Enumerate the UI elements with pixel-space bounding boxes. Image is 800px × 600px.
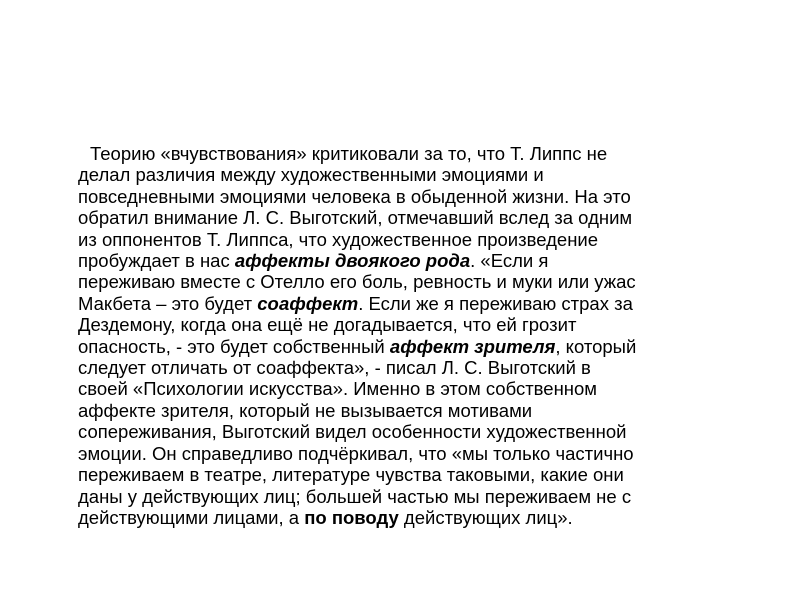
emphasis-term: аффекты двоякого рода [234, 250, 471, 272]
text-line: Теорию «вчувствования» критиковали за то, что Т. Липпс не [90, 143, 608, 164]
text-line [78, 507, 768, 528]
text-run: , который [555, 335, 637, 357]
text-run: пробуждает в нас [78, 250, 235, 272]
text-line: эмоции. Он справедливо подчёркивал, что «мы только частично [78, 442, 634, 464]
text-line: повседневными эмоциями человека в обыденной жизни. На это [78, 185, 631, 207]
text-run: . «Если я [470, 250, 549, 272]
text-line [78, 250, 768, 271]
text-run: . Если же я переживаю страх за [358, 292, 633, 314]
text-line: Дездемону, когда она ещё не догадывается, что ей грозит [78, 314, 577, 336]
text-line: аффекте зрителя, который не вызывается мотивами [78, 399, 533, 421]
text-run: Макбета – это будет [78, 292, 258, 314]
text-line: даны у действующих лиц; большей частью мы переживаем не с [78, 485, 632, 507]
text-line: делал различия между художественными эмоциями и [78, 164, 544, 186]
text-line: из оппонентов Т. Липпса, что художественное произведение [78, 228, 599, 250]
text-line: переживаю вместе с Отелло его боль, ревность и муки или ужас [78, 271, 636, 293]
emphasis-term: соаффект [257, 292, 359, 314]
text-line: переживаем в театре, литературе чувства таковыми, какие они [78, 464, 624, 486]
text-run: действующими лицами, а [78, 506, 305, 528]
text-line: сопереживания, Выготский видел особенности художественной [78, 421, 627, 443]
text-run: опасность, - это будет собственный [78, 335, 390, 357]
text-line: следует отличать от соаффекта», - писал Л. С. Выготский в [78, 357, 591, 379]
text-line: обратил внимание Л. С. Выготский, отмечавший вслед за одним [78, 207, 633, 229]
text-line: своей «Психологии искусства». Именно в этом собственном [78, 378, 598, 400]
text-line [78, 293, 768, 314]
text-run: действующих лиц». [398, 506, 573, 528]
text-line [78, 336, 768, 357]
bold-term: по поводу [304, 506, 399, 528]
emphasis-term: аффект зрителя [389, 335, 556, 357]
body-paragraph [78, 143, 768, 528]
